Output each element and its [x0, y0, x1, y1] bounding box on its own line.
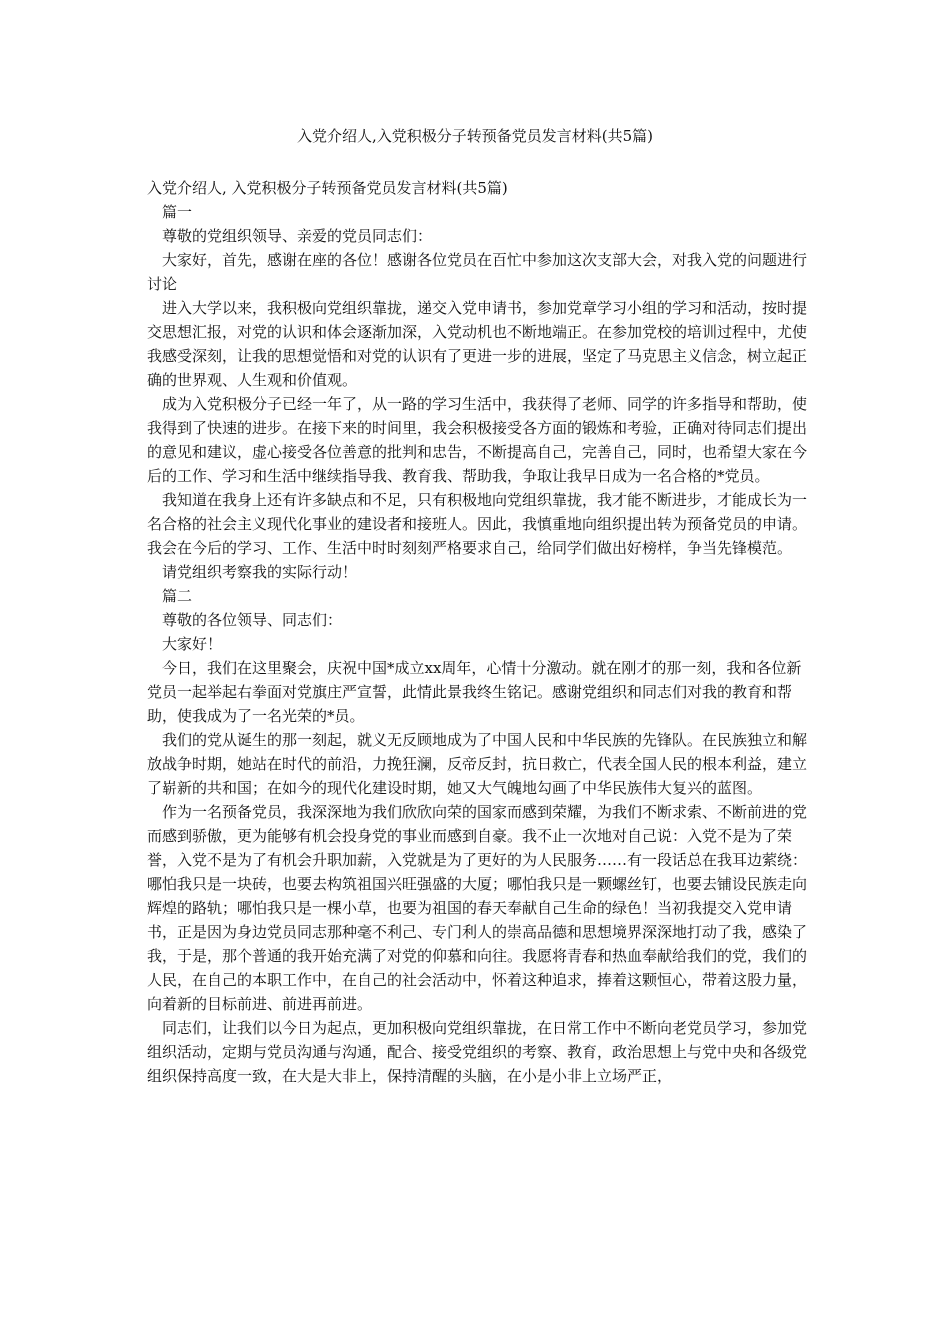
- paragraph: 我知道在我身上还有许多缺点和不足，只有积极地向党组织靠拢，我才能不断进步，才能成长为一名合格的社会主义现代化事业的建设者和接班人。因此，我慎重地向组织提出转为预备党员的申请。我会在今后的学习、工作、生活中时时刻刻严格要求自己，给同学们做出好榜样，争当先锋模范。: [147, 491, 808, 557]
- document-body: [147, 176, 807, 1088]
- paragraph: 同志们，让我们以今日为起点，更加积极向党组织靠拢，在日常工作中不断向老党员学习，参加党组织活动，定期与党员沟通与沟通，配合、接受党组织的考察、教育，政治思想上与党中央和各级党组织保持高度一致，在大是大非上，保持清醒的头脑，在小是小非上立场严正，: [147, 1019, 808, 1085]
- paragraph: 成为入党积极分子已经一年了，从一路的学习生活中，我获得了老师、同学的许多指导和帮助，使我得到了快速的进步。在接下来的时间里，我会积极接受各方面的锻炼和考验，正确对待同志们提出的意见和建议，虚心接受各位善意的批判和忠告，不断提高自己，完善自己，同时，也希望大家在今后的工作、学习和生活中继续指导我、教育我、帮助我，争取让我早日成为一名合格的*党员。: [147, 395, 808, 485]
- paragraph: 大家好，首先，感谢在座的各位！感谢各位党员在百忙中参加这次支部大会，对我入党的问题进行讨论: [147, 251, 808, 293]
- document-subtitle: 入党介绍人, 入党积极分子转预备党员发言材料(共5篇): [147, 179, 508, 197]
- section-heading: 篇二: [162, 587, 193, 605]
- paragraph: 今日，我们在这里聚会，庆祝中国*成立xx周年，心情十分激动。就在刚才的那一刻，我和各位新党员一起举起右拳面对党旗庄严宣誓，此情此景我终生铭记。感谢党组织和同志们对我的教育和帮助，使我成为了一名光荣的*员。: [147, 659, 802, 725]
- paragraph: 我们的党从诞生的那一刻起，就义无反顾地成为了中国人民和中华民族的先锋队。在民族独立和解放战争时期，她站在时代的前沿，力挽狂澜，反帝反封，抗日救亡，代表全国人民的根本利益，建立了崭新的共和国；在如今的现代化建设时期，她又大气魄地勾画了中华民族伟大复兴的蓝图。: [147, 731, 808, 797]
- section-heading: 篇一: [162, 203, 193, 221]
- paragraph: 进入大学以来，我积极向党组织靠拢，递交入党申请书，参加党章学习小组的学习和活动，按时提交思想汇报，对党的认识和体会逐渐加深，入党动机也不断地端正。在参加党校的培训过程中，尤使我感受深刻，让我的思想觉悟和对党的认识有了更进一步的进展，坚定了马克思主义信念，树立起正确的世界观、人生观和价值观。: [147, 299, 808, 389]
- paragraph: 作为一名预备党员，我深深地为我们欣欣向荣的国家而感到荣耀，为我们不断求索、不断前进的党而感到骄傲，更为能够有机会投身党的事业而感到自豪。我不止一次地对自己说：入党不是为了荣誉，入党不是为了有机会升职加薪，入党就是为了更好的为人民服务……有一段话总在我耳边萦绕：哪怕我只是一块砖，也要去构筑祖国兴旺强盛的大厦；哪怕我只是一颗螺丝钉，也要去铺设民族走向辉煌的路轨；哪怕我只是一棵小草，也要为祖国的春天奉献自己生命的绿色！当初我提交入党申请书，正是因为身边党员同志那种毫不利己、专门利人的崇高品德和思想境界深深地打动了我，感染了我，于是，那个普通的我开始充满了对党的仰慕和向往。我愿将青春和热血奉献给我们的党，我们的人民，在自己的本职工作中，在自己的社会活动中，怀着这种追求，捧着这颗恒心，带着这股力量，向着新的目标前进、前进再前进。: [147, 803, 808, 1013]
- document-title: 入党介绍人,入党积极分子转预备党员发言材料(共5篇): [296, 127, 654, 145]
- paragraph: 请党组织考察我的实际行动！: [162, 563, 358, 581]
- paragraph: 大家好！: [162, 635, 223, 653]
- paragraph: 尊敬的各位领导、同志们：: [162, 611, 343, 629]
- paragraph: 尊敬的党组织领导、亲爱的党员同志们：: [162, 227, 433, 245]
